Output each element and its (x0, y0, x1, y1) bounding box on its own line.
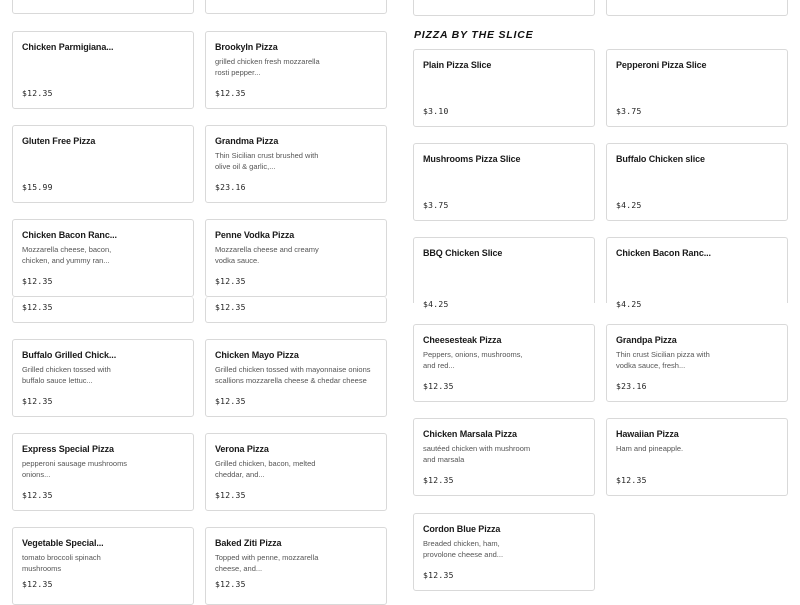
menu-item-card[interactable] (12, 527, 194, 605)
item-name: Penne Vodka Pizza (215, 230, 295, 240)
menu-item-card[interactable] (205, 527, 387, 605)
item-description: Thin Sicilian crust brushed with olive oil & garlic,... (215, 151, 319, 171)
item-name: Chicken Mayo Pizza (215, 350, 299, 360)
item-price: $12.35 (215, 491, 246, 500)
item-name: Plain Pizza Slice (423, 60, 492, 70)
item-price: $12.35 (22, 397, 53, 406)
menu-item-card[interactable] (12, 31, 194, 109)
item-name: Vegetable Special... (22, 538, 104, 548)
item-name: Grandma Pizza (215, 136, 279, 146)
menu-item-card[interactable] (205, 297, 387, 323)
menu-item-card[interactable] (205, 219, 387, 297)
menu-item-card[interactable] (12, 297, 194, 323)
item-description: tomato broccoli spinach mushrooms (22, 553, 101, 573)
item-price: $3.10 (423, 107, 449, 116)
item-price: $12.35 (215, 397, 246, 406)
item-price: $12.35 (215, 580, 246, 589)
item-description: Peppers, onions, mushrooms, and red... (423, 350, 523, 370)
item-name: Brookyln Pizza (215, 42, 278, 52)
item-name: Mushrooms Pizza Slice (423, 154, 521, 164)
item-name: BBQ Chicken Slice (423, 248, 503, 258)
menu-item-card[interactable] (606, 418, 788, 496)
menu-item-card[interactable] (205, 339, 387, 417)
item-price: $12.35 (215, 277, 246, 286)
menu-item-card[interactable] (12, 219, 194, 297)
item-price: $4.25 (616, 201, 642, 210)
item-price: $4.25 (423, 300, 449, 309)
menu-item-card[interactable] (413, 49, 595, 127)
menu-item-card[interactable] (413, 143, 595, 221)
item-name: Cheesesteak Pizza (423, 335, 502, 345)
menu-item-card[interactable] (12, 125, 194, 203)
item-name: Hawaiian Pizza (616, 429, 679, 439)
item-description: Mozzarella cheese, bacon, chicken, and yummy ran... (22, 245, 112, 265)
item-description: Topped with penne, mozzarella cheese, and... (215, 553, 319, 573)
item-price: $23.16 (616, 382, 647, 391)
item-name: Grandpa Pizza (616, 335, 677, 345)
item-description: sautéed chicken with mushroom and marsala (423, 444, 531, 464)
item-description: Grilled chicken, bacon, melted cheddar, and... (215, 459, 316, 479)
item-price: $12.35 (423, 571, 454, 580)
menu-item-card[interactable] (606, 49, 788, 127)
item-description: grilled chicken fresh mozzarella rosti pepper... (215, 57, 320, 77)
menu-item-card[interactable] (413, 513, 595, 591)
item-name: Chicken Marsala Pizza (423, 429, 517, 439)
item-name: Chicken Bacon Ranc... (22, 230, 117, 240)
item-name: Buffalo Grilled Chick... (22, 350, 117, 360)
item-price: $12.35 (22, 277, 53, 286)
menu-item-card[interactable] (413, 418, 595, 496)
menu-item-card[interactable] (413, 0, 595, 16)
menu-item-card[interactable] (205, 125, 387, 203)
item-price: $12.35 (215, 303, 246, 312)
item-price: $3.75 (616, 107, 642, 116)
item-name: Buffalo Chicken slice (616, 154, 705, 164)
menu-item-card[interactable] (205, 0, 387, 14)
item-price: $12.35 (616, 476, 647, 485)
menu-item-card[interactable] (413, 324, 595, 402)
item-name: Chicken Bacon Ranc... (616, 248, 711, 258)
menu-item-card[interactable] (606, 0, 788, 16)
item-name: Baked Ziti Pizza (215, 538, 282, 548)
item-price: $12.35 (22, 89, 53, 98)
item-name: Gluten Free Pizza (22, 136, 96, 146)
item-price: $3.75 (423, 201, 449, 210)
item-price: $12.35 (423, 382, 454, 391)
item-price: $12.35 (423, 476, 454, 485)
item-name: Express Special Pizza (22, 444, 114, 454)
item-price: $4.25 (616, 300, 642, 309)
item-price: $12.35 (215, 89, 246, 98)
item-price: $12.35 (22, 303, 53, 312)
item-name: Chicken Parmigiana... (22, 42, 114, 52)
item-name: Pepperoni Pizza Slice (616, 60, 707, 70)
item-description: Grilled chicken tossed with mayonnaise onions scallions mozzarella cheese & chedar cheese (215, 365, 371, 385)
menu-item-card[interactable] (12, 339, 194, 417)
item-price: $12.35 (22, 580, 53, 589)
section-heading: PIZZA BY THE SLICE (414, 29, 534, 41)
menu-item-card[interactable] (606, 324, 788, 402)
menu-item-card[interactable] (205, 433, 387, 511)
item-description: Ham and pineapple. (616, 444, 684, 453)
item-description: Mozzarella cheese and creamy vodka sauce. (215, 245, 319, 265)
item-description: Breaded chicken, ham, provolone cheese and... (423, 539, 504, 559)
menu-item-card[interactable] (606, 237, 788, 309)
item-price: $15.99 (22, 183, 53, 192)
menu-item-card[interactable] (606, 143, 788, 221)
item-price: $12.35 (22, 491, 53, 500)
item-name: Verona Pizza (215, 444, 269, 454)
item-description: pepperoni sausage mushrooms onions... (22, 459, 128, 479)
item-price: $23.16 (215, 183, 246, 192)
menu-item-card[interactable] (12, 0, 194, 14)
menu-item-card[interactable] (205, 31, 387, 109)
menu-item-card[interactable] (12, 433, 194, 511)
menu-item-card[interactable] (413, 237, 595, 309)
item-description: Grilled chicken tossed with buffalo sauce lettuc... (22, 365, 111, 385)
item-name: Cordon Blue Pizza (423, 524, 501, 534)
item-description: Thin crust Sicilian pizza with vodka sauce, fresh... (616, 350, 710, 370)
